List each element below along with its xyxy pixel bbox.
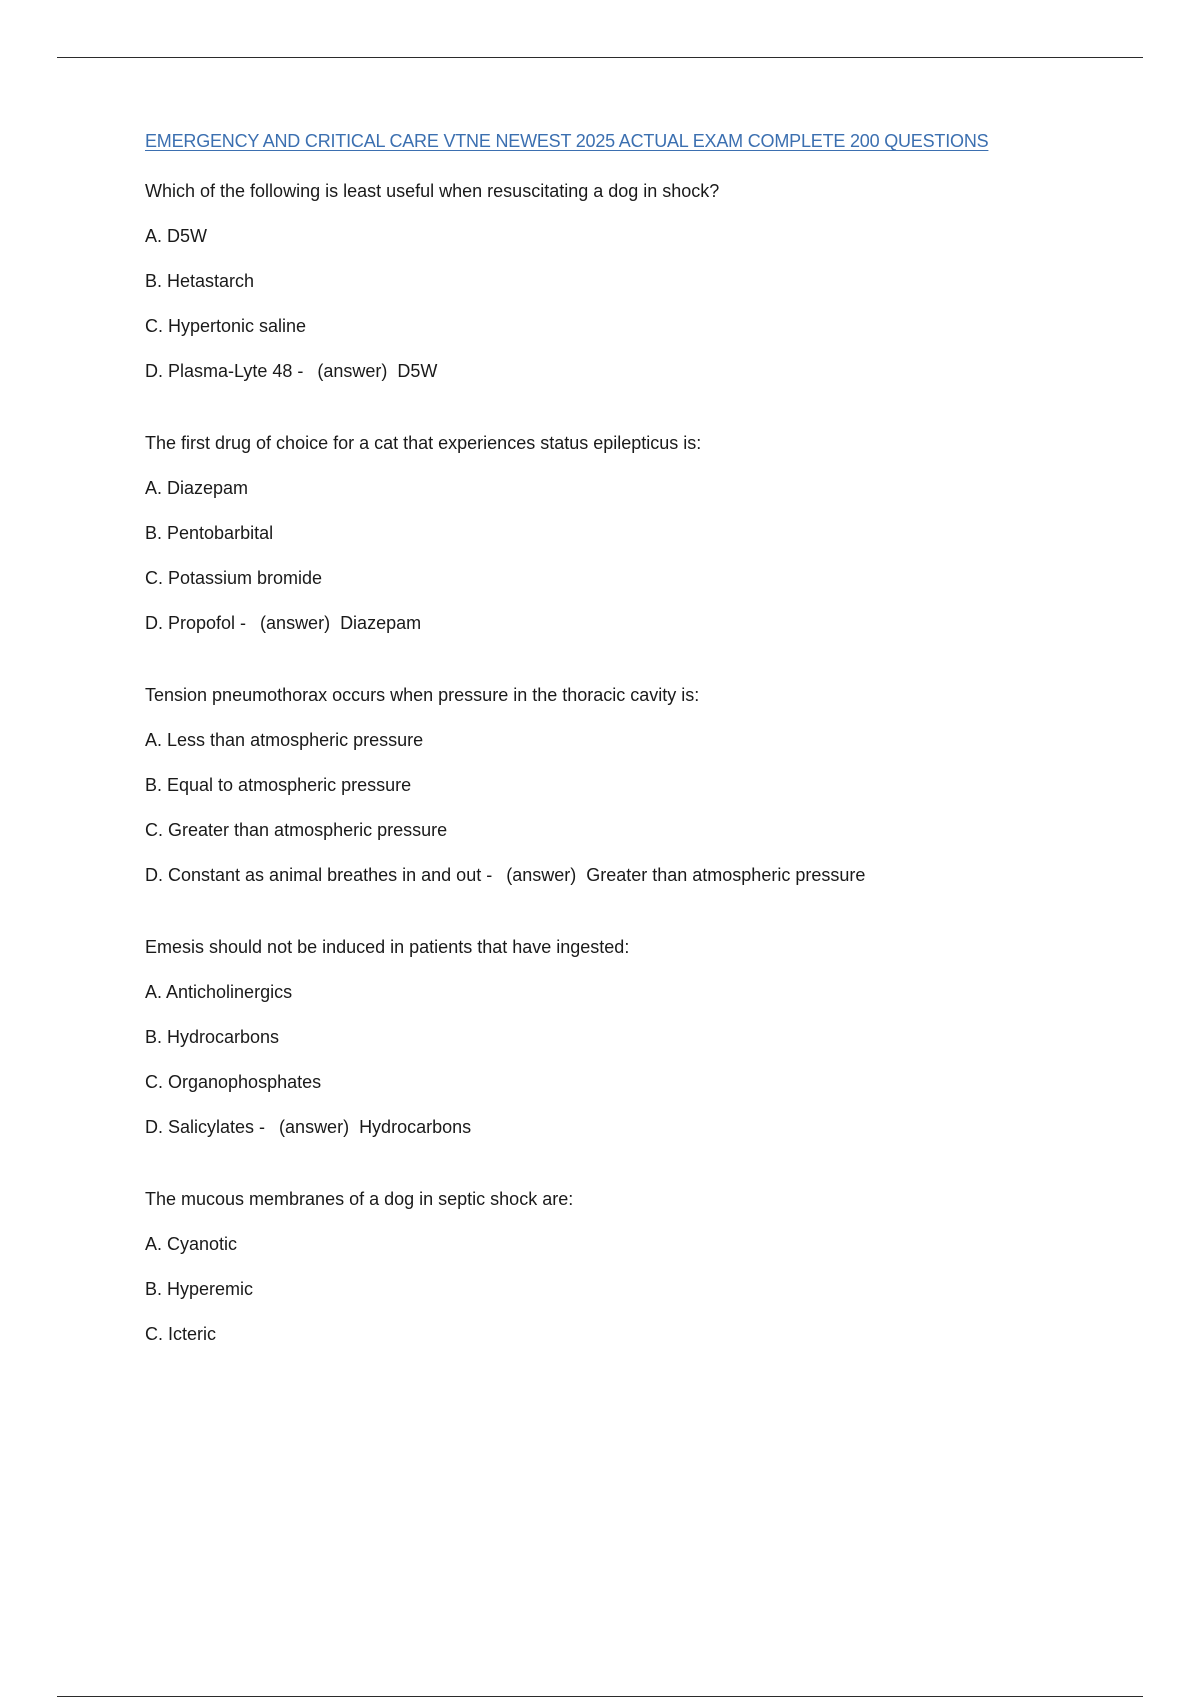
option-b: B. Equal to atmospheric pressure	[145, 775, 412, 795]
question-block-1	[145, 177, 1105, 385]
option-a: A. D5W	[145, 226, 208, 246]
question-text: The first drug of choice for a cat that experiences status epilepticus is:	[145, 433, 702, 453]
option-d-text: D. Constant as animal breathes in and out -	[145, 865, 493, 885]
option-a: A. Less than atmospheric pressure	[145, 730, 424, 750]
option-d	[145, 1113, 1105, 1141]
question-text: Which of the following is least useful when resuscitating a dog in shock?	[145, 181, 720, 201]
question-text: The mucous membranes of a dog in septic shock are:	[145, 1189, 574, 1209]
option-c: C. Hypertonic saline	[145, 316, 307, 336]
option-b: B. Hydrocarbons	[145, 1027, 280, 1047]
answer-label: (answer)	[279, 1117, 350, 1137]
answer-value: Greater than atmospheric pressure	[586, 865, 866, 885]
question-block-3	[145, 681, 1105, 889]
option-d	[145, 357, 1105, 385]
answer-label: (answer)	[317, 361, 388, 381]
option-a: A. Anticholinergics	[145, 982, 293, 1002]
answer-value: Hydrocarbons	[359, 1117, 472, 1137]
document-body	[145, 127, 1105, 1392]
answer-label: (answer)	[260, 613, 331, 633]
option-a: A. Cyanotic	[145, 1234, 238, 1254]
question-block-5	[145, 1185, 1105, 1348]
question-text: Emesis should not be induced in patients that have ingested:	[145, 937, 630, 957]
top-rule	[57, 57, 1143, 58]
document-title: EMERGENCY AND CRITICAL CARE VTNE NEWEST 2025 ACTUAL EXAM COMPLETE 200 QUESTIONS	[145, 131, 989, 151]
option-c: C. Potassium bromide	[145, 568, 323, 588]
answer-label: (answer)	[506, 865, 577, 885]
option-d-text: D. Salicylates -	[145, 1117, 266, 1137]
option-c: C. Greater than atmospheric pressure	[145, 820, 448, 840]
option-b: B. Pentobarbital	[145, 523, 274, 543]
question-block-2	[145, 429, 1105, 637]
option-d-text: D. Plasma-Lyte 48 -	[145, 361, 304, 381]
question-text: Tension pneumothorax occurs when pressure in the thoracic cavity is:	[145, 685, 700, 705]
question-block-4	[145, 933, 1105, 1141]
option-d	[145, 609, 1105, 637]
option-d-text: D. Propofol -	[145, 613, 247, 633]
option-a: A. Diazepam	[145, 478, 249, 498]
answer-value: D5W	[397, 361, 438, 381]
option-d	[145, 861, 1105, 889]
answer-value: Diazepam	[340, 613, 422, 633]
option-c: C. Organophosphates	[145, 1072, 322, 1092]
option-b: B. Hyperemic	[145, 1279, 254, 1299]
option-b: B. Hetastarch	[145, 271, 255, 291]
bottom-rule	[57, 1696, 1143, 1697]
option-c: C. Icteric	[145, 1324, 217, 1344]
